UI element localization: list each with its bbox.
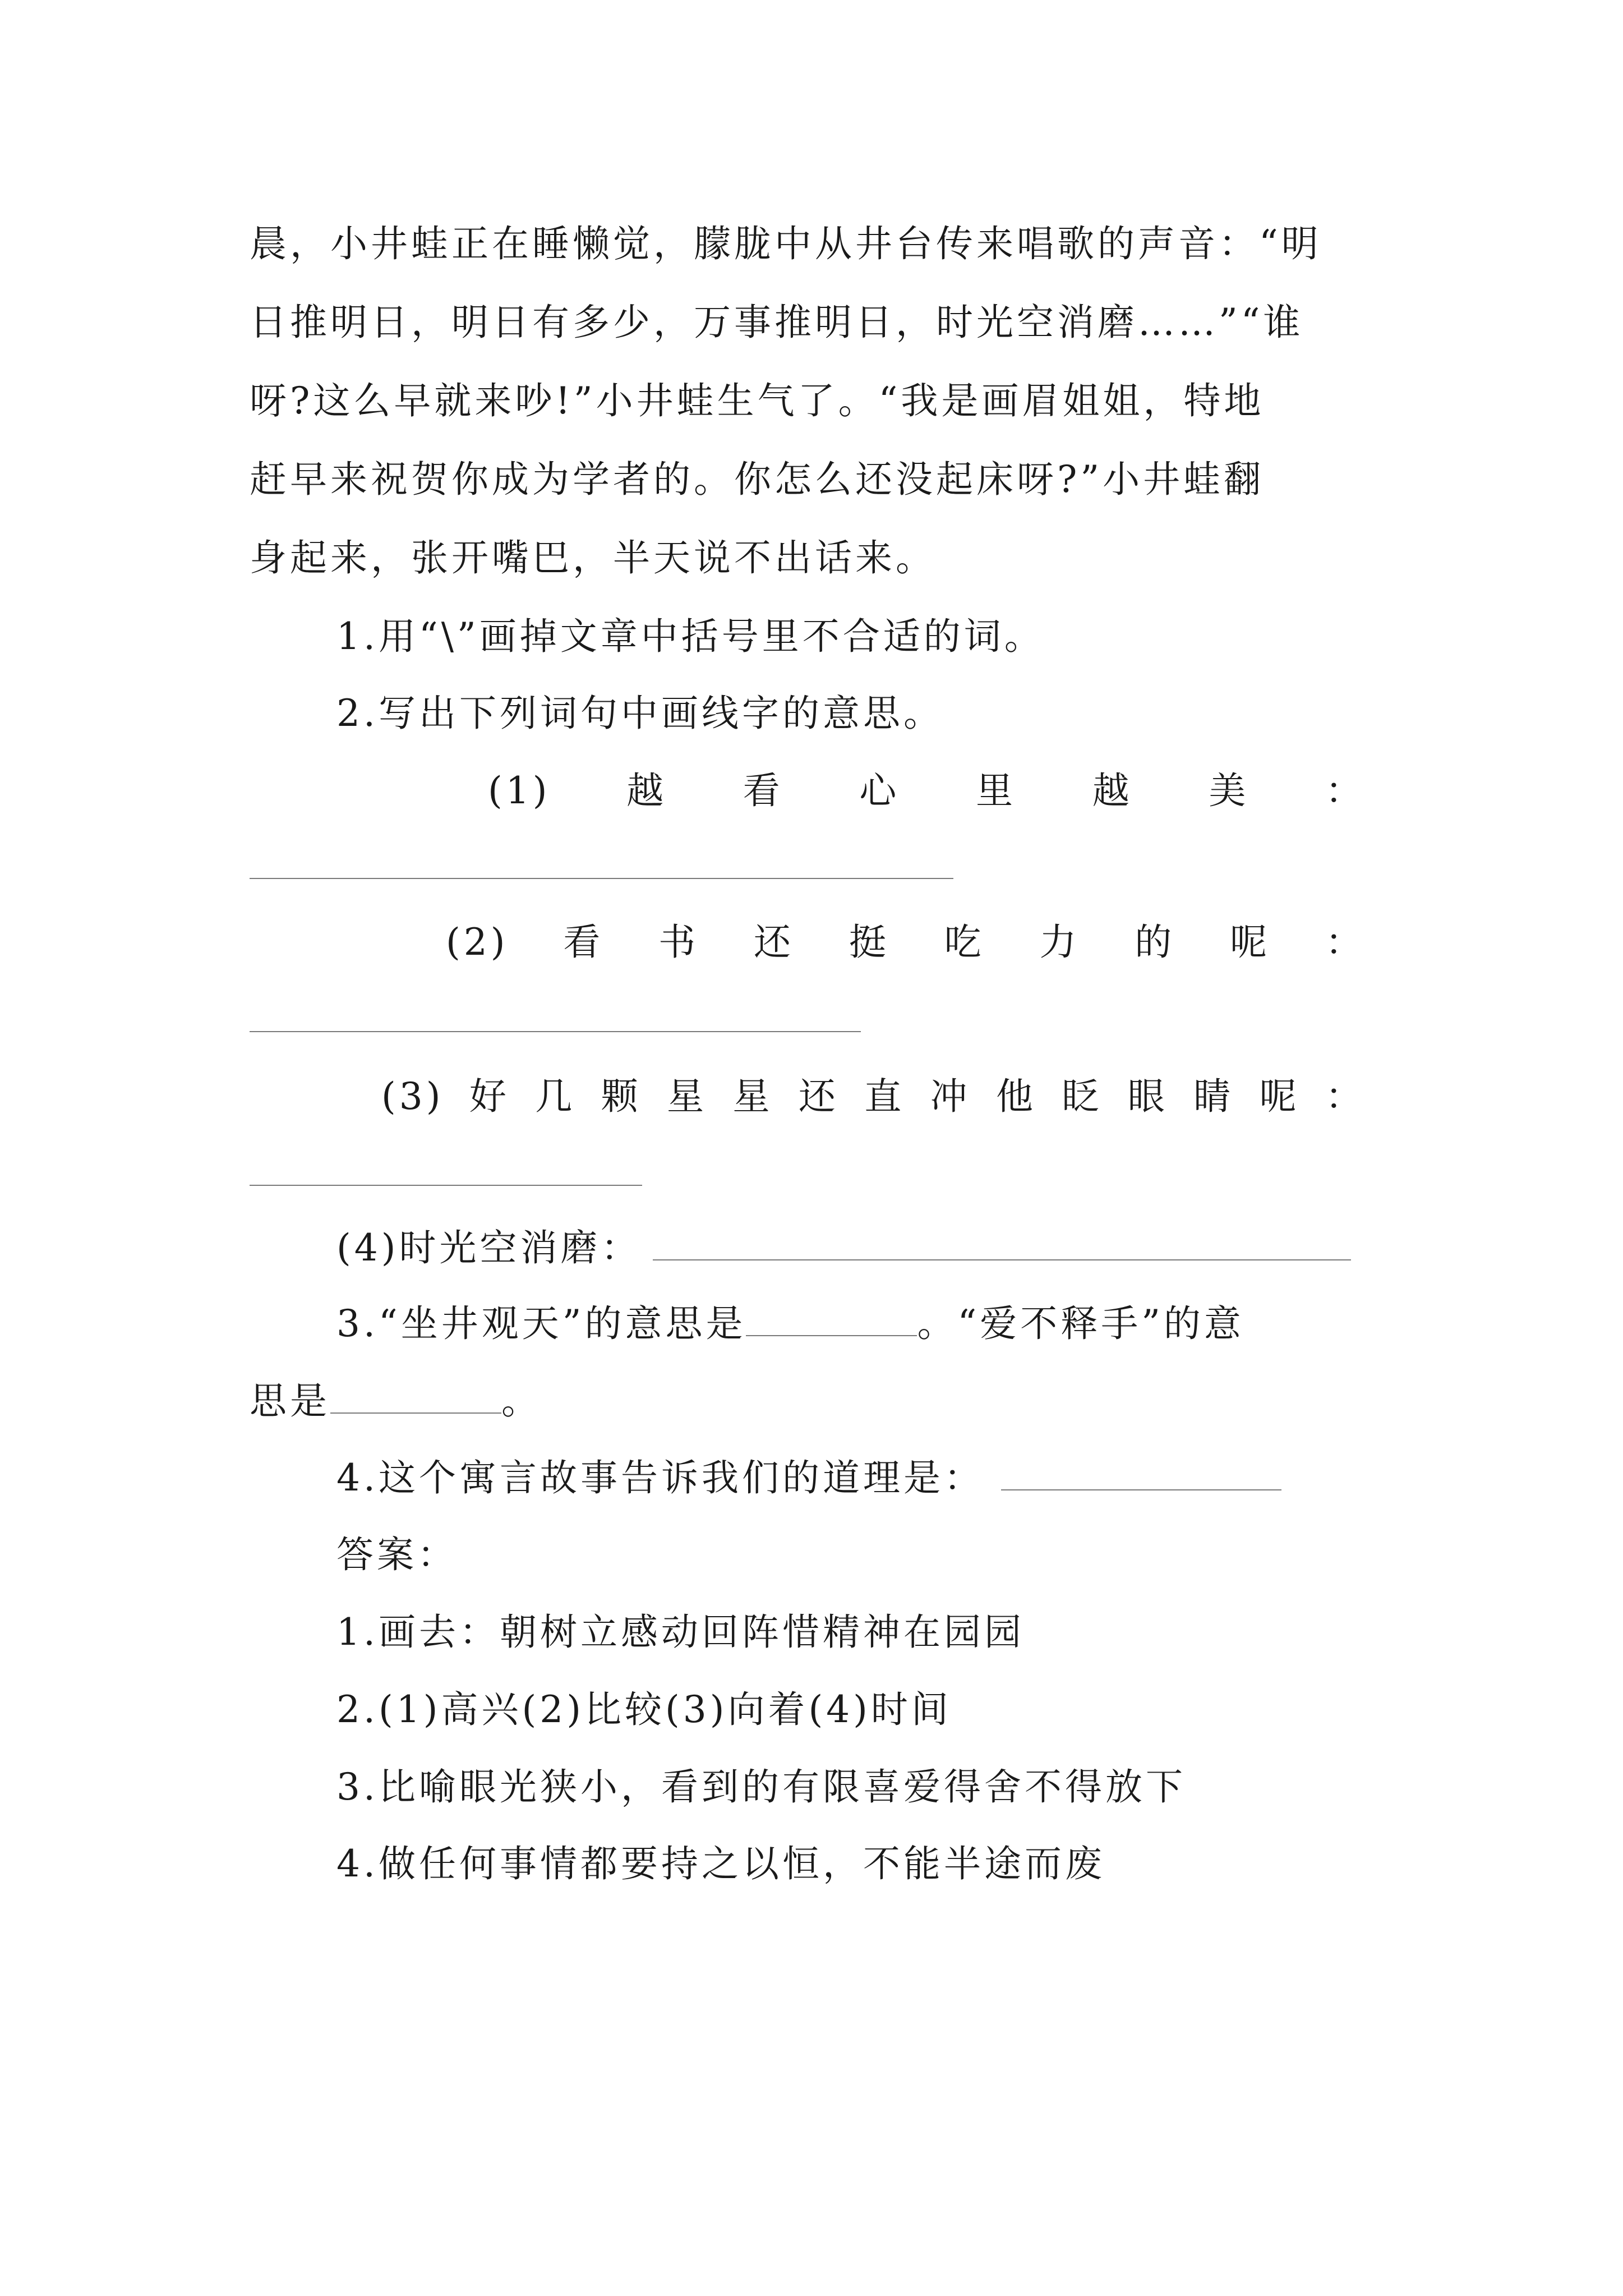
question-2: 2.写出下列词句中画线字的意思。 — [336, 692, 944, 735]
question-2-item-1 — [488, 763, 1366, 819]
item-char: 里 — [976, 769, 1017, 812]
answer-blank-3a[interactable] — [746, 1296, 917, 1336]
passage-line-4: 赶早来祝贺你成为学者的。你怎么还没起床呀?”小井蛙翻 — [250, 458, 1265, 501]
question-4-text: 4.这个寓言故事告诉我们的道理是： — [336, 1456, 984, 1499]
item-char: 书 — [658, 921, 699, 964]
answer-blank-3b[interactable] — [330, 1373, 501, 1414]
item-char: 眨 — [1062, 1075, 1103, 1118]
question-4 — [336, 1450, 1478, 1506]
question-2-item-4 — [336, 1220, 1478, 1276]
item-colon: ： — [1325, 769, 1366, 812]
passage-line-3: 呀?这么早就来吵!”小井蛙生气了。“我是画眉姐姐，特地 — [250, 379, 1265, 422]
item-char: 的 — [1135, 921, 1175, 964]
item-char: 眼 — [1127, 1075, 1168, 1118]
answer-blank-4[interactable] — [1001, 1450, 1281, 1490]
passage-line-5: 身起来，张开嘴巴，半天说不出话来。 — [250, 536, 936, 579]
item-char: 越 — [626, 769, 667, 812]
item-char: 挺 — [849, 921, 889, 964]
item-colon: ： — [1325, 921, 1366, 964]
item-char: 几 — [535, 1075, 576, 1118]
item-char: 冲 — [930, 1075, 971, 1118]
question-3-line-2 — [250, 1373, 1391, 1429]
item-char: 美 — [1209, 769, 1249, 812]
item-char: 看 — [563, 921, 604, 964]
question-2-item-3 — [381, 1069, 1366, 1125]
item-number: (2) — [446, 921, 509, 964]
item-char: 越 — [1092, 769, 1133, 812]
item-char: 好 — [469, 1075, 510, 1118]
item-colon: ： — [1325, 1075, 1366, 1118]
item-char: 力 — [1039, 921, 1080, 964]
item-char: 星 — [732, 1075, 773, 1118]
answer-item-1: 1.画去：朝树立感动回阵惜精神在园园 — [336, 1611, 1025, 1654]
answer-line-2-2 — [250, 1031, 861, 1032]
item-char: 他 — [996, 1075, 1037, 1118]
item-char: 呢 — [1230, 921, 1271, 964]
item-number: (1) — [488, 769, 551, 812]
item-char: 还 — [798, 1075, 839, 1118]
answer-blank-2-4[interactable] — [653, 1220, 1351, 1260]
item-char: 还 — [753, 921, 794, 964]
answer-item-3: 3.比喻眼光狭小，看到的有限喜爱得舍不得放下 — [336, 1765, 1186, 1809]
question-3-part-4: 。 — [501, 1379, 542, 1423]
item-char: 看 — [743, 769, 783, 812]
answer-item-2: 2.(1)高兴(2)比较(3)向着(4)时间 — [336, 1688, 952, 1731]
item-char: 呢 — [1259, 1075, 1300, 1118]
answer-line-2-1 — [250, 878, 953, 879]
question-3-part-3: 思是 — [250, 1379, 330, 1423]
passage-line-1: 晨，小井蛙正在睡懒觉，朦胧中从井台传来唱歌的声音：“明 — [250, 222, 1322, 265]
item-char: 星 — [667, 1075, 708, 1118]
answers-heading: 答案： — [336, 1533, 458, 1576]
item-char: 颗 — [601, 1075, 642, 1118]
question-2-item-4-text: (4)时光空消磨： — [336, 1226, 642, 1269]
item-char: 睛 — [1193, 1075, 1234, 1118]
item-number: (3) — [381, 1075, 444, 1118]
passage-line-2: 日推明日，明日有多少，万事推明日，时光空消磨……”“谁 — [250, 301, 1304, 344]
item-char: 心 — [859, 769, 900, 812]
question-3-part-1: 3.“坐井观天”的意思是 — [336, 1302, 746, 1345]
item-char: 直 — [864, 1075, 905, 1118]
question-1: 1.用“\”画掉文章中括号里不合适的词。 — [336, 615, 1045, 658]
question-3-part-2: 。“爱不释手”的意 — [917, 1302, 1244, 1345]
question-2-item-2 — [446, 914, 1366, 970]
item-char: 吃 — [944, 921, 985, 964]
answer-line-2-3 — [250, 1185, 642, 1186]
answer-item-4: 4.做任何事情都要持之以恒，不能半途而废 — [336, 1842, 1105, 1885]
question-3-line-1 — [336, 1296, 1478, 1352]
